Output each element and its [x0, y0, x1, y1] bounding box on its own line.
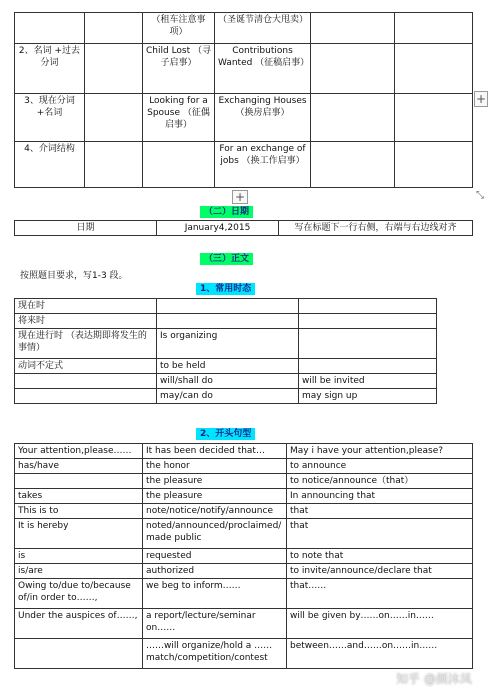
table-cell — [157, 314, 299, 329]
table-cell: It is hereby — [15, 519, 143, 549]
table-cell: （圣诞节清仓大甩卖） — [215, 13, 311, 44]
date-value: January4,2015 — [157, 221, 279, 236]
table-cell: Under the auspices of……, — [15, 609, 143, 639]
table-cell — [299, 299, 437, 314]
table-cell: will be given by……on……in…… — [287, 609, 473, 639]
table-cell: Contributions Wanted （征稿启事） — [215, 44, 311, 94]
table-cell: Child Lost （寻子启事） — [143, 44, 215, 94]
table-resize-handle[interactable]: ⤡ — [476, 190, 484, 201]
table-cell: between……and……on……in…… — [287, 639, 473, 669]
table-cell: the pleasure — [143, 489, 287, 504]
date-note: 写在标题下一行右侧，右端与右边线对齐 — [279, 221, 473, 236]
table-cell — [311, 94, 395, 142]
table-row — [15, 44, 473, 94]
table-cell: noted/announced/proclaimed/ made public — [143, 519, 287, 549]
table-cell: that — [287, 504, 473, 519]
table-cell — [395, 13, 473, 44]
table-cell — [157, 299, 299, 314]
table-cell: authorized — [143, 564, 287, 579]
opening-heading: 2、开头句型 — [196, 428, 255, 440]
tense-heading: 1、常用时态 — [196, 283, 255, 295]
table-row — [15, 519, 473, 549]
table-row — [15, 314, 437, 329]
table-cell: Looking for a Spouse （征偶启事） — [143, 94, 215, 142]
table-cell: 2、名词 +过去分词 — [15, 44, 85, 94]
table-row — [15, 639, 473, 669]
add-column-button[interactable]: + — [475, 92, 487, 106]
table-row — [15, 504, 473, 519]
table-cell: 现在进行时 （表达期即将发生的事情） — [15, 329, 157, 359]
table-row — [15, 221, 473, 236]
opening-table — [14, 443, 473, 669]
body-intro: 按照题目要求，写1-3 段。 — [20, 271, 128, 281]
table-row — [15, 13, 473, 44]
table-cell — [299, 359, 437, 374]
table-cell — [15, 13, 85, 44]
table-cell: that — [287, 519, 473, 549]
table-cell: to note that — [287, 549, 473, 564]
table-cell — [311, 44, 395, 94]
table-cell — [311, 13, 395, 44]
table-cell — [299, 329, 437, 359]
table-cell: In announcing that — [287, 489, 473, 504]
table-cell — [15, 474, 143, 489]
table-row — [15, 389, 437, 404]
table-cell — [395, 94, 473, 142]
table-row — [15, 359, 437, 374]
table-cell: （租车注意事项） — [143, 13, 215, 44]
table-cell: may sign up — [299, 389, 437, 404]
table-cell — [15, 374, 157, 389]
table-row — [15, 329, 437, 359]
table-row — [15, 564, 473, 579]
table-row — [15, 489, 473, 504]
table-cell: is/are — [15, 564, 143, 579]
body-heading: （三）正文 — [200, 253, 253, 265]
date-heading: （二）日期 — [200, 206, 253, 218]
table-cell — [85, 94, 143, 142]
table-cell: to notice/announce（that） — [287, 474, 473, 489]
table-row — [15, 459, 473, 474]
table-cell — [15, 389, 157, 404]
table-cell: is — [15, 549, 143, 564]
table-cell — [85, 44, 143, 94]
expression-table — [14, 12, 473, 188]
table-cell: to announce — [287, 459, 473, 474]
tense-table — [14, 298, 437, 404]
table-cell: This is to — [15, 504, 143, 519]
table-row — [15, 94, 473, 142]
table-cell: note/notice/notify/announce — [143, 504, 287, 519]
table-cell — [395, 142, 473, 188]
table-cell — [85, 142, 143, 188]
table-cell: It has been decided that… — [143, 444, 287, 459]
table-cell: 动词不定式 — [15, 359, 157, 374]
table-cell: to be held — [157, 359, 299, 374]
table-cell: For an exchange of jobs （换工作启事） — [215, 142, 311, 188]
table-cell: the pleasure — [143, 474, 287, 489]
table-cell: 将来时 — [15, 314, 157, 329]
table-row — [15, 579, 473, 609]
table-row — [15, 444, 473, 459]
table-cell: 现在时 — [15, 299, 157, 314]
table-cell: will be invited — [299, 374, 437, 389]
table-cell — [299, 314, 437, 329]
date-label: 日期 — [15, 221, 157, 236]
table-row — [15, 374, 437, 389]
add-row-button[interactable]: + — [232, 190, 248, 204]
table-cell: Owing to/due to/because of/in order to……, — [15, 579, 143, 609]
table-cell: we beg to inform…… — [143, 579, 287, 609]
table-cell: has/have — [15, 459, 143, 474]
table-cell — [85, 13, 143, 44]
table-cell: 4、介词结构 — [15, 142, 85, 188]
table-cell — [311, 142, 395, 188]
table-cell — [143, 142, 215, 188]
table-cell: May i have your attention,please? — [287, 444, 473, 459]
table-cell — [395, 44, 473, 94]
table-cell: may/can do — [157, 389, 299, 404]
table-cell: will/shall do — [157, 374, 299, 389]
table-row — [15, 299, 437, 314]
table-cell: a report/lecture/seminar on…… — [143, 609, 287, 639]
table-cell: 3、现在分词 +名词 — [15, 94, 85, 142]
table-cell — [15, 639, 143, 669]
table-cell: Exchanging Houses （换房启事） — [215, 94, 311, 142]
table-cell: takes — [15, 489, 143, 504]
date-table — [14, 220, 473, 236]
table-row — [15, 609, 473, 639]
watermark: 知乎 @颜沐凤 — [396, 672, 472, 686]
table-row — [15, 474, 473, 489]
table-row — [15, 142, 473, 188]
table-cell: that…… — [287, 579, 473, 609]
table-cell: ……will organize/hold a …… match/competition/contest — [143, 639, 287, 669]
table-cell: the honor — [143, 459, 287, 474]
table-cell: requested — [143, 549, 287, 564]
table-cell: Your attention,please…… — [15, 444, 143, 459]
table-cell: Is organizing — [157, 329, 299, 359]
table-row — [15, 549, 473, 564]
table-cell: to invite/announce/declare that — [287, 564, 473, 579]
